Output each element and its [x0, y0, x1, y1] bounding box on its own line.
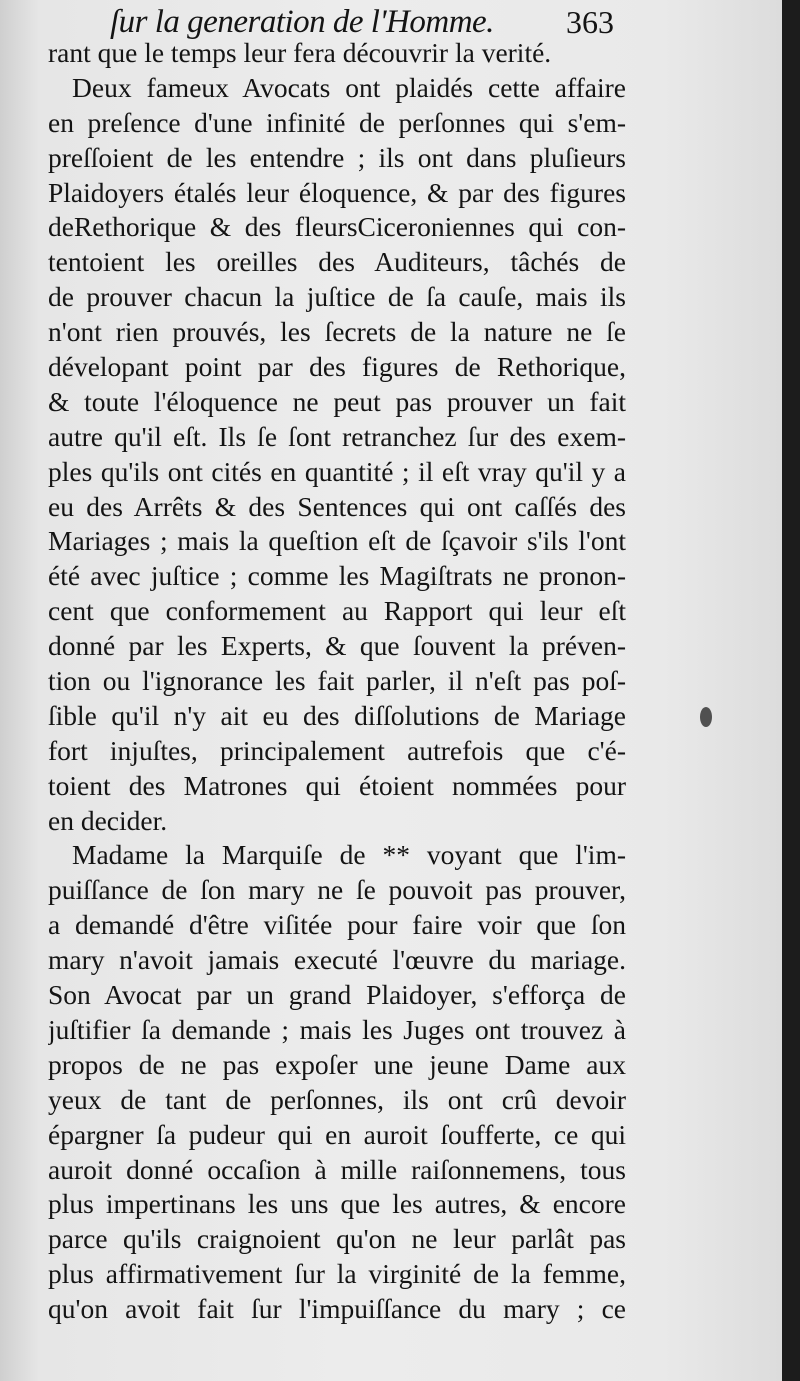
text-line: & toute l'éloquence ne peut pas prouver un fait	[48, 385, 626, 417]
text-line: tentoient les oreilles des Auditeurs, tâchés de	[48, 246, 626, 278]
text-line: autre qu'il eſt. Ils ſe ſont retranchez ſur des exem-	[48, 420, 626, 452]
text-line: n'ont rien prouvés, les ſecrets de la nature ne ſe	[48, 316, 626, 348]
text-line: mary n'avoit jamais executé l'œuvre du mariage.	[48, 944, 626, 976]
text-line: ſible qu'il n'y ait eu des diſſolutions de Mariage	[48, 699, 626, 731]
text-line: donné par les Experts, & que ſouvent la préven-	[48, 630, 626, 662]
text-line: plus affirmativement ſur la virginité de la femme,	[48, 1258, 626, 1290]
show-through-from-reverse	[630, 200, 780, 900]
text-line: preſſoient de les entendre ; ils ont dans pluſieurs	[48, 141, 626, 173]
text-line: juſtifier ſa demande ; mais les Juges ont trouvez à	[48, 1013, 626, 1045]
text-line: propos de ne pas expoſer une jeune Dame aux	[48, 1048, 626, 1080]
text-line: en decider.	[48, 804, 168, 836]
text-line: fort injuſtes, principalement autrefois que c'é-	[48, 734, 626, 766]
ink-blot	[700, 707, 712, 727]
text-line: Mariages ; mais la queſtion eſt de ſçavoir s'ils l'ont	[48, 525, 626, 557]
text-line: Plaidoyers étalés leur éloquence, & par des figures	[48, 176, 626, 208]
paragraph-first-line: Deux fameux Avocats ont plaidés cette affaire	[72, 71, 626, 103]
text-line: en preſence d'une infinité de perſonnes qui s'em-	[48, 106, 626, 138]
text-line: a demandé d'être viſitée pour faire voir que ſon	[48, 909, 626, 941]
text-line: toient des Matrones qui étoient nommées pour	[48, 769, 626, 801]
page-number: 363	[566, 4, 614, 40]
text-line: tion ou l'ignorance les fait parler, il n'eſt pas poſ-	[48, 665, 626, 697]
text-line: qu'on avoit fait ſur l'impuiſſance du mary ; ce	[48, 1293, 626, 1325]
text-line: Son Avocat par un grand Plaidoyer, s'efforça de	[48, 979, 626, 1011]
text-line: auroit donné occaſion à mille raiſonnemens, tous	[48, 1153, 626, 1185]
text-line: cent que conformement au Rapport qui leur eſt	[48, 595, 626, 627]
body-text	[48, 35, 626, 1326]
text-line: ples qu'ils ont cités en quantité ; il eſt vray qu'il y a	[48, 455, 626, 487]
text-line: dévelopant point par des figures de Rethorique,	[48, 351, 626, 383]
paragraph-first-line: Madame la Marquiſe de ** voyant que l'im-	[72, 839, 626, 871]
text-line: épargner ſa pudeur qui en auroit ſoufferte, ce qui	[48, 1118, 626, 1150]
text-line: plus impertinans les uns que les autres, & encore	[48, 1188, 626, 1220]
text-line: rant que le temps leur fera découvrir la verité.	[48, 37, 552, 68]
text-line: de prouver chacun la juſtice de ſa cauſe, mais ils	[48, 281, 626, 313]
text-line: yeux de tant de perſonnes, ils ont crû devoir	[48, 1083, 626, 1115]
text-line: été avec juſtice ; comme les Magiſtrats ne pronon-	[48, 560, 626, 592]
text-line: puiſſance de ſon mary ne ſe pouvoit pas prouver,	[48, 874, 626, 906]
running-head: ſur la generation de l'Homme.	[110, 4, 494, 40]
text-line: deRethorique & des fleursCiceroniennes qui con-	[48, 211, 626, 243]
text-line: eu des Arrêts & des Sentences qui ont caſſés des	[48, 490, 626, 522]
text-line: parce qu'ils craignoient qu'on ne leur parlât pas	[48, 1223, 626, 1255]
